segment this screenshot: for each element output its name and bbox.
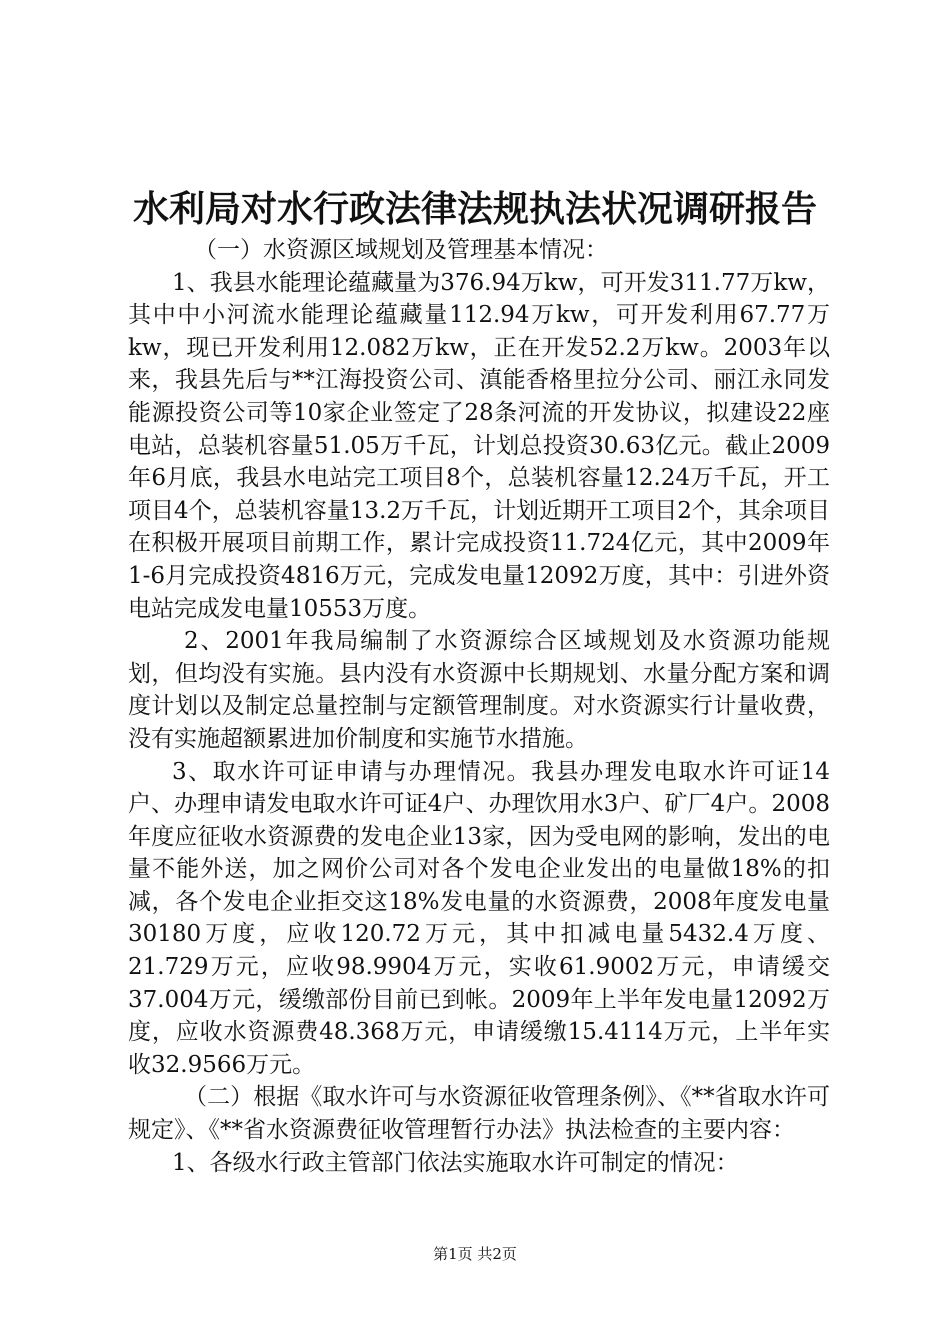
section-heading-1: （一）水资源区域规划及管理基本情况： [194,237,608,263]
section-heading-2: （二）根据《取水许可与水资源征收管理条例》、《**省取水许可规定》、《**省水资源费征收管理暂行办法》执法检查的主要内容： [128,1084,830,1144]
page-footer: 第1页 共2页 [433,1245,517,1263]
document-title: 水利局对水行政法律法规执法状况调研报告 [132,188,817,230]
paragraph-4: 1、各级水行政主管部门依法实施取水许可制定的情况： [172,1149,739,1176]
paragraph-2: 2、2001年我局编制了水资源综合区域规划及水资源功能规划，但均没有实施。县内没有水资源中长期规划、水量分配方案和调度计划以及制定总量控制与定额管理制度。对水资源实行计量收费，没有实施超额累进加价制度和实施节水措施。 [128,628,830,752]
document-body [128,234,830,1179]
paragraph-1: 1、我县水能理论蕴藏量为376.94万kw，可开发311.77万kw，其中中小河流水能理论蕴藏量112.94万kw，可开发利用67.77万kw，现已开发利用12.082万kw，正在开发52.2万kw。2003年以来，我县先后与**江海投资公司、滇能香格里拉分公司、丽江永同发能源投资公司等10家企业签定了28条河流的开发协议，拟建设22座电站，总装机容量51.05万千瓦，计划总投资30.63亿元。截止2009年6月底，我县水电站完工项目8个，总装机容量12.24万千瓦，开工项目4个，总装机容量13.2万千瓦，计划近期开工项目2个，其余项目在积极开展项目前期工作，累计完成投资11.724亿元，其中2009年1-6月完成投资4816万元，完成发电量12092万度，其中：引进外资电站完成发电量10553万度。 [128,269,830,622]
paragraph-3: 3、取水许可证申请与办理情况。我县办理发电取水许可证14户、办理申请发电取水许可证4户、办理饮用水3户、矿厂4户。2008年度应征收水资源费的发电企业13家，因为受电网的影响，发出的电量不能外送，加之网价公司对各个发电企业发出的电量做18%的扣减，各个发电企业拒交这18%发电量的水资源费，2008年度发电量30180万度，应收120.72万元，其中扣减电量5432.4万度、21.729万元，应收98.9904万元，实收61.9002万元，申请缓交37.004万元，缓缴部份目前已到帐。2009年上半年发电量12092万度，应收水资源费48.368万元，申请缓缴15.4114万元，上半年实收32.9566万元。 [128,758,830,1078]
